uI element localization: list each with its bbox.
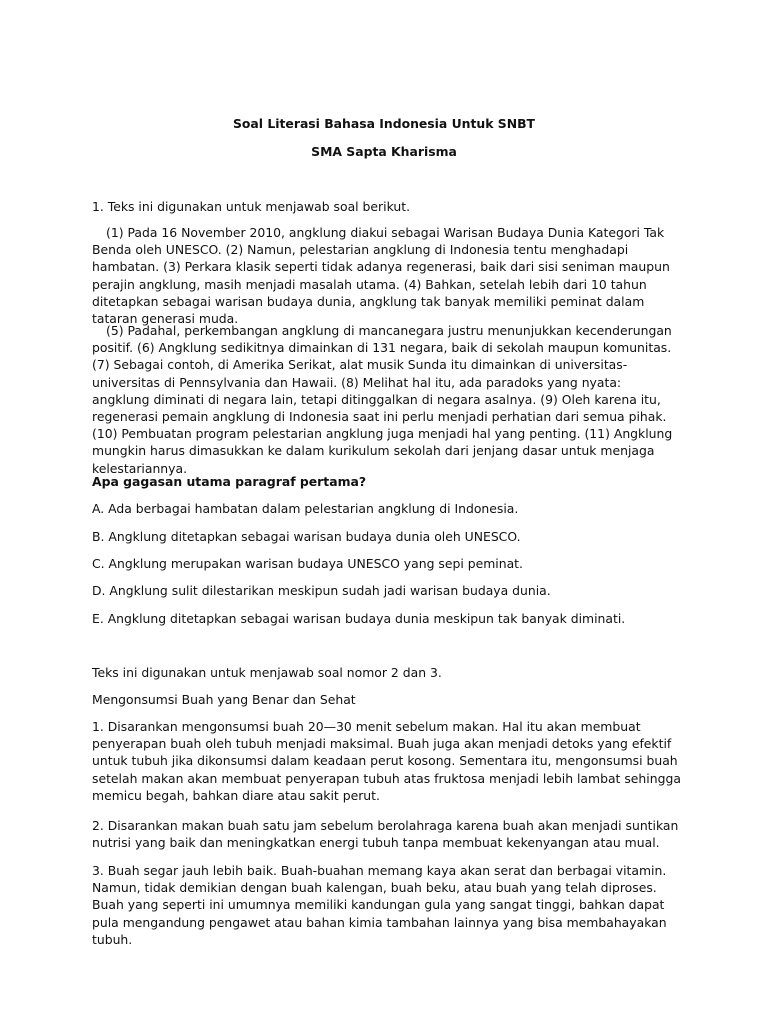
- q1-option-a: A. Ada berbagai hambatan dalam pelestarian angklung di Indonesia.: [92, 501, 519, 516]
- q1-option-c: C. Angklung merupakan warisan budaya UNESCO yang sepi peminat.: [92, 556, 523, 571]
- q2-item-3: 3. Buah segar jauh lebih baik. Buah-buahan memang kaya akan serat dan berbagai vitamin. Namun, tidak demikian dengan buah kalengan, buah beku, atau buah yang telah diproses. Buah yang seperti ini umumnya memiliki kandungan gula yang sangat tinggi, bahkan dapat pula mengandung pengawet atau bahan kimia tambahan lainnya yang bisa membahayakan tubuh.: [92, 863, 667, 947]
- q1-option-b: B. Angklung ditetapkan sebagai warisan budaya dunia oleh UNESCO.: [92, 529, 521, 544]
- q1-option-e: E. Angklung ditetapkan sebagai warisan budaya dunia meskipun tak banyak diminati.: [92, 611, 626, 626]
- q1-paragraph-1: (1) Pada 16 November 2010, angklung diakui sebagai Warisan Budaya Dunia Kategori Tak Benda oleh UNESCO. (2) Namun, pelestarian angklung di Indonesia tentu menghadapi hambatan. (3) Perkara klasik seperti tidak adanya regenerasi, baik dari sisi seniman maupun perajin angklung, masih menjadi masalah utama. (4) Bahkan, setelah lebih dari 10 tahun ditetapkan sebagai warisan budaya dunia, angklung tak banyak memiliki peminat dalam tataran generasi muda.: [92, 225, 670, 327]
- q1-intro: 1. Teks ini digunakan untuk menjawab soal berikut.: [92, 199, 411, 214]
- q1-paragraph-2: (5) Padahal, perkembangan angklung di mancanegara justru menunjukkan kecenderungan positif. (6) Angklung sedikitnya dimainkan di 131 negara, baik di sekolah maupun komunitas. (7) Sebagai contoh, di Amerika Serikat, alat musik Sunda itu dimainkan di universitas-universitas di Pennsylvania dan Hawaii. (8) Melihat hal itu, ada paradoks yang nyata: angklung diminati di negara lain, tetapi ditinggalkan di negara asalnya. (9) Oleh karena itu, regenerasi pemain angklung di Indonesia saat ini perlu menjadi perhatian dari semua pihak. (10) Pembuatan program pelestarian angklung juga menjadi hal yang penting. (11) Angklung mungkin harus dimasukkan ke dalam kurikulum sekolah dari jenjang dasar untuk menjaga kelestariannya.: [92, 323, 673, 476]
- q2-item-1: 1. Disarankan mengonsumsi buah 20—30 menit sebelum makan. Hal itu akan membuat penyerapan buah oleh tubuh menjadi maksimal. Buah juga akan menjadi detoks yang efektif untuk tubuh jika dikonsumsi dalam keadaan perut kosong. Sementara itu, mengonsumsi buah setelah makan akan membuat penyerapan tubuh atas fruktosa menjadi lebih lambat sehingga memicu begah, bahkan diare atau sakit perut.: [92, 719, 681, 803]
- q1-option-d: D. Angklung sulit dilestarikan meskipun sudah jadi warisan budaya dunia.: [92, 583, 551, 598]
- school-name: SMA Sapta Kharisma: [311, 144, 457, 159]
- q2-intro: Teks ini digunakan untuk menjawab soal nomor 2 dan 3.: [92, 665, 442, 680]
- q1-question: Apa gagasan utama paragraf pertama?: [92, 474, 367, 489]
- document-title: Soal Literasi Bahasa Indonesia Untuk SNBT: [233, 116, 535, 131]
- q2-heading: Mengonsumsi Buah yang Benar dan Sehat: [92, 692, 356, 707]
- q2-item-2: 2. Disarankan makan buah satu jam sebelum berolahraga karena buah akan menjadi suntikan nutrisi yang baik dan meningkatkan energi tubuh tanpa membuat kekenyangan atau mual.: [92, 818, 679, 851]
